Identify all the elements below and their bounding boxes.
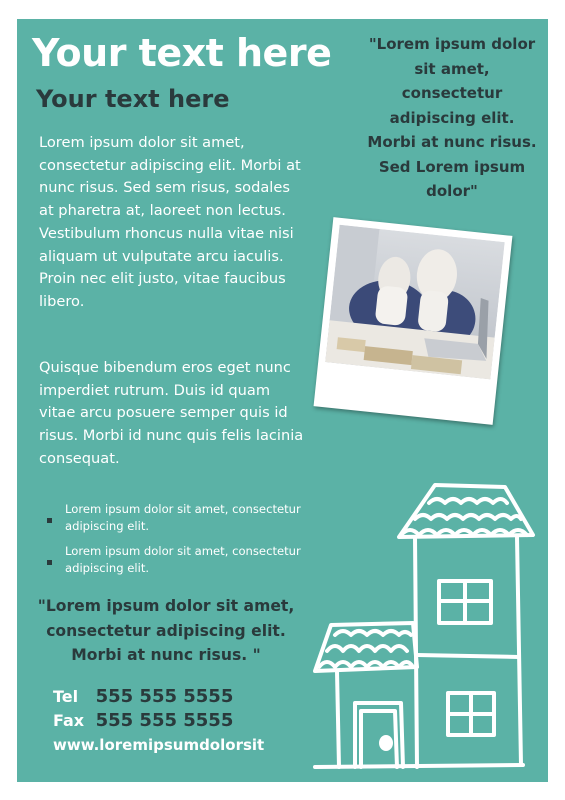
contact-block [53, 685, 264, 757]
fax-label: Fax [53, 711, 85, 730]
photo-people-laptop-icon [325, 225, 505, 380]
tel-row [53, 685, 264, 709]
website-row [53, 733, 264, 757]
flyer-subtitle: Your text here [36, 85, 230, 113]
flyer-title: Your text here [32, 31, 332, 75]
bullet-item [45, 501, 315, 535]
website-link[interactable]: www.loremipsumdolorsit [53, 736, 265, 754]
bullet-item [45, 543, 315, 577]
flyer-page [17, 19, 548, 782]
bullet-icon [47, 518, 52, 523]
house-drawing-icon [307, 479, 548, 779]
photo-frame [314, 217, 513, 425]
body-paragraph-2: Quisque bibendum eros eget nunc imperdiet rutrum. Duis id quam vitae arcu posuere semper quis id risus. Morbi id nunc quis felis lacinia consequat. [39, 359, 304, 467]
bullet-icon [47, 560, 52, 565]
quote-right: "Lorem ipsum dolor sit amet, consectetur adipiscing elit. Morbi at nunc risus. Sed Lorem ipsum dolor" [367, 35, 537, 200]
bullet-list [45, 501, 315, 585]
quote-left: "Lorem ipsum dolor sit amet, consectetur adipiscing elit. Morbi at nunc risus. " [37, 597, 295, 664]
body-paragraph-1: Lorem ipsum dolor sit amet, consectetur adipiscing elit. Morbi at nunc risus. Sed sem risus, sodales at pharetra at, laoreet non lectus. Vestibulum rhoncus nulla vitae nisi aliquam ut vulputate arcu iaculis. Proin nec elit justo, vitae faucibus libero. [39, 134, 301, 310]
tel-value: 555 555 5555 [95, 686, 234, 707]
tel-label: Tel [53, 687, 79, 706]
bullet-text: Lorem ipsum dolor sit amet, consectetur adipiscing elit. [65, 502, 301, 533]
bullet-text: Lorem ipsum dolor sit amet, consectetur adipiscing elit. [65, 544, 301, 575]
fax-value: 555 555 5555 [95, 710, 234, 731]
fax-row [53, 709, 264, 733]
